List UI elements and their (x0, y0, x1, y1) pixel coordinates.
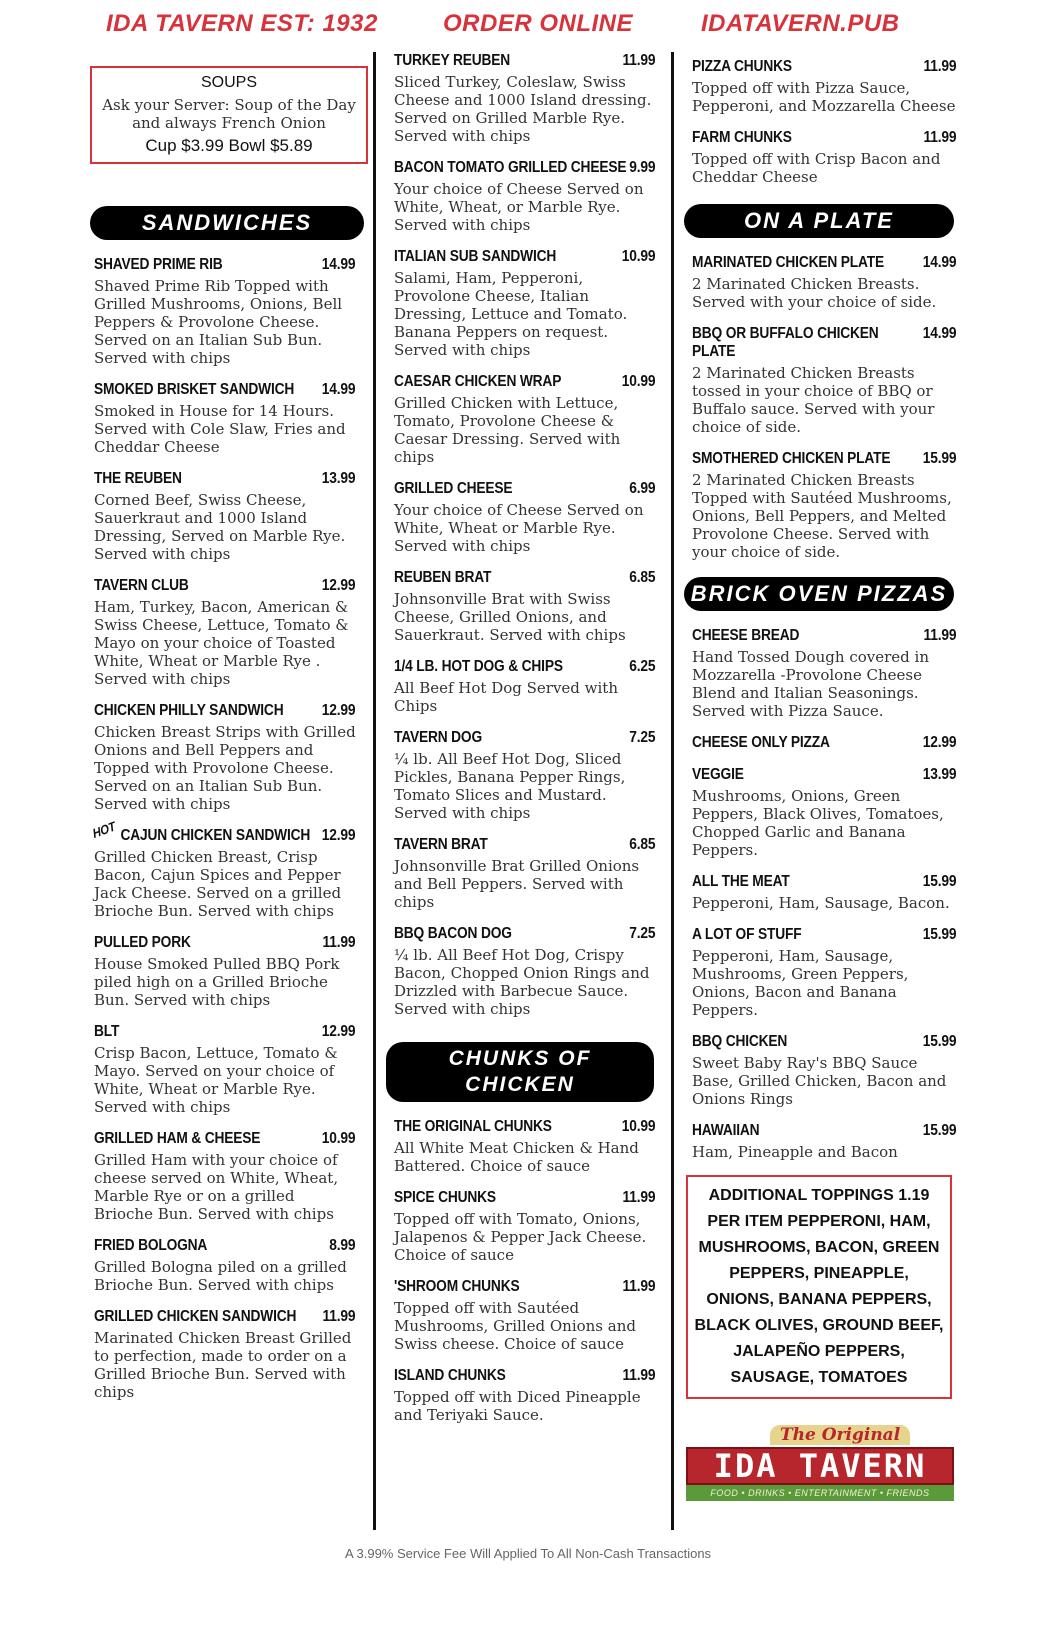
menu-item-description: Salami, Ham, Pepperoni, Provolone Cheese, Italian Dressing, Lettuce and Tomato. Banana Peppers on request. Served with chips (394, 269, 628, 359)
menu-item-price: 12.99 (321, 827, 356, 844)
menu-item-description: 2 Marinated Chicken Breasts. Served with your choice of side. (692, 275, 937, 311)
menu-item-header (692, 1122, 956, 1140)
menu-item-description: Chicken Breast Strips with Grilled Onions and Bell Peppers and Topped with Provolone Cheese. Served on an Italian Sub Bun. Served with chips (94, 723, 356, 813)
menu-item-name-wrap (94, 934, 191, 952)
menu-item-name: ITALIAN SUB SANDWICH (394, 248, 557, 265)
menu-item-name: FRIED BOLOGNA (94, 1237, 208, 1254)
menu-item-header (692, 450, 956, 468)
menu-item-header (692, 766, 956, 784)
menu-item-name-wrap (94, 1308, 296, 1326)
menu-item-name: SPICE CHUNKS (394, 1189, 496, 1206)
menu-item (94, 577, 356, 688)
soups-price: Cup $3.99 Bowl $5.89 (145, 136, 313, 155)
menu-item-description: ¼ lb. All Beef Hot Dog, Sliced Pickles, Banana Pepper Rings, Tomato Slices and Mustard. Served with chips (394, 750, 626, 822)
menu-item-description: Crisp Bacon, Lettuce, Tomato & Mayo. Served on your choice of White, Wheat or Marble Rye. Served with chips (94, 1044, 338, 1116)
menu-item-header (394, 52, 655, 70)
menu-item-header (394, 729, 655, 747)
menu-item-name: SMOKED BRISKET SANDWICH (94, 381, 295, 398)
menu-item-name-wrap (394, 836, 488, 854)
menu-item-price: 11.99 (622, 1278, 656, 1295)
menu-item-header (94, 1237, 355, 1255)
menu-item-description: Ham, Pineapple and Bacon (692, 1143, 898, 1161)
menu-item-name: GRILLED CHEESE (394, 480, 513, 497)
plate-list (692, 254, 957, 561)
menu-item (94, 381, 356, 456)
menu-item (692, 873, 957, 912)
menu-item-price: 6.85 (629, 836, 656, 853)
menu-item-description: Your choice of Cheese Served on White, Wheat, or Marble Rye. Served with chips (394, 180, 644, 234)
menu-item-name-wrap (94, 1130, 260, 1148)
menu-item-name: BBQ OR BUFFALO CHICKEN PLATE (692, 325, 879, 360)
logo-tagline: FOOD • DRINKS • ENTERTAINMENT • FRIENDS (686, 1485, 954, 1501)
menu-item-name-wrap (692, 734, 830, 752)
menu-item-name-wrap (90, 818, 311, 845)
menu-item-price: 15.99 (922, 1033, 957, 1050)
menu-item-header (394, 1278, 655, 1296)
menu-item-name-wrap (692, 627, 799, 645)
menu-item-header (394, 1189, 655, 1207)
menu-item-price: 14.99 (922, 325, 957, 342)
column-divider-2 (671, 52, 674, 1530)
menu-item-description: Grilled Bologna piled on a grilled Brioche Bun. Served with chips (94, 1258, 347, 1294)
menu-item-header (692, 734, 956, 752)
menu-item (94, 1308, 356, 1401)
menu-item (692, 325, 957, 436)
menu-item-description: Johnsonville Brat with Swiss Cheese, Grilled Onions, and Sauerkraut. Served with chips (394, 590, 626, 644)
menu-item-description: ¼ lb. All Beef Hot Dog, Crispy Bacon, Chopped Onion Rings and Drizzled with Barbecue Sauce. Served with chips (394, 946, 650, 1018)
menu-item (692, 766, 957, 859)
menu-item-header (94, 470, 355, 488)
menu-item-name: SHAVED PRIME RIB (94, 256, 223, 273)
menu-item-header (692, 254, 956, 272)
menu-item-name-wrap (394, 480, 512, 498)
chunks-list (394, 1118, 656, 1424)
menu-item-description: Ham, Turkey, Bacon, American & Swiss Cheese, Lettuce, Tomato & Mayo on your choice of Toasted White, Wheat or Marble Rye . Served with chips (94, 598, 349, 688)
menu-item (394, 836, 656, 911)
service-fee-notice: A 3.99% Service Fee Will Applied To All Non-Cash Transactions (344, 1546, 712, 1561)
menu-item-name: CHICKEN PHILLY SANDWICH (94, 702, 284, 719)
menu-item-price: 12.99 (321, 577, 356, 594)
menu-item-price: 14.99 (321, 381, 356, 398)
menu-item-price: 11.99 (923, 58, 957, 75)
menu-item (90, 818, 356, 920)
menu-item-header (394, 1118, 655, 1136)
menu-item-header (692, 58, 956, 76)
menu-item (394, 1189, 656, 1264)
menu-item-name-wrap (692, 926, 801, 944)
menu-item-name: 'SHROOM CHUNKS (394, 1278, 520, 1295)
menu-item-name-wrap (692, 766, 744, 784)
menu-item-price: 11.99 (923, 627, 957, 644)
menu-item-name: BBQ BACON DOG (394, 925, 512, 942)
menu-item-header (394, 925, 655, 943)
menu-item (394, 248, 656, 359)
sandwich-list-continued (394, 52, 656, 1018)
menu-item (94, 256, 356, 367)
menu-item-name-wrap (94, 577, 189, 595)
menu-item-price: 14.99 (321, 256, 356, 273)
menu-item-price: 14.99 (922, 254, 957, 271)
menu-item (692, 1122, 957, 1161)
menu-item-name: CHEESE BREAD (692, 627, 800, 644)
menu-column-2 (394, 52, 656, 1438)
menu-item (394, 658, 656, 715)
menu-item-description: 2 Marinated Chicken Breasts tossed in your choice of BBQ or Buffalo sauce. Served with your choice of side. (692, 364, 935, 436)
sandwich-list (90, 256, 356, 1401)
menu-item-name-wrap (394, 569, 491, 587)
order-online-link[interactable]: ORDER ONLINE (443, 10, 634, 37)
menu-item (692, 734, 957, 752)
menu-item-name: TAVERN BRAT (394, 836, 488, 853)
menu-item-name: VEGGIE (692, 766, 744, 783)
menu-item-price: 8.99 (329, 1237, 356, 1254)
menu-item-header (692, 1033, 956, 1051)
menu-item-price: 11.99 (322, 1308, 356, 1325)
soups-title: SOUPS (200, 74, 257, 91)
menu-item-price: 15.99 (922, 926, 957, 943)
menu-item-description: Topped off with Sautéed Mushrooms, Grilled Onions and Swiss cheese. Choice of sauce (394, 1299, 636, 1353)
menu-item (394, 480, 656, 555)
menu-item-description: Grilled Chicken Breast, Crisp Bacon, Cajun Spices and Pepper Jack Cheese. Served on a grilled Brioche Bun. Served with chips (94, 848, 342, 920)
menu-item-header (692, 926, 956, 944)
menu-item-header (692, 627, 956, 645)
menu-item-price: 11.99 (622, 1367, 656, 1384)
menu-item (94, 1237, 356, 1294)
menu-item-name-wrap (692, 1122, 759, 1140)
menu-item (394, 373, 656, 466)
menu-item (394, 1118, 656, 1175)
menu-item-name: FARM CHUNKS (692, 129, 792, 146)
menu-item-header (94, 934, 355, 952)
menu-item-name: REUBEN BRAT (394, 569, 492, 586)
menu-item (394, 569, 656, 644)
soups-box (90, 66, 368, 164)
menu-item (394, 1278, 656, 1353)
menu-item-name-wrap (394, 1118, 552, 1136)
menu-item-price: 10.99 (621, 248, 656, 265)
menu-column-1 (90, 52, 356, 1415)
pizza-list (692, 627, 957, 1161)
menu-item (94, 1130, 356, 1223)
on-a-plate-banner: ON A PLATE (684, 204, 954, 238)
menu-item (394, 1367, 656, 1424)
menu-item-name-wrap (394, 925, 512, 943)
menu-item-description: Your choice of Cheese Served on White, Wheat or Marble Rye. Served with chips (394, 501, 644, 555)
menu-item-header (394, 159, 655, 177)
menu-item-name-wrap (692, 129, 792, 147)
menu-item-name-wrap (94, 702, 283, 720)
menu-item-name-wrap (394, 658, 563, 676)
menu-item-name: PIZZA CHUNKS (692, 58, 792, 75)
menu-item-name-wrap (394, 729, 482, 747)
menu-item-name-wrap (692, 325, 923, 361)
menu-item (692, 926, 957, 1019)
menu-item-header (94, 256, 355, 274)
menu-item-description: Johnsonville Brat Grilled Onions and Bell Peppers. Served with chips (394, 857, 640, 911)
menu-item-header (394, 248, 655, 266)
menu-item-name: THE ORIGINAL CHUNKS (394, 1118, 552, 1135)
menu-item-price: 6.85 (629, 569, 656, 586)
menu-item-price: 11.99 (923, 129, 957, 146)
menu-item-name-wrap (394, 159, 626, 177)
menu-item-price: 10.99 (621, 1118, 656, 1135)
menu-item-name: ISLAND CHUNKS (394, 1367, 506, 1384)
menu-item-price: 6.25 (629, 658, 656, 675)
menu-item-header (94, 1130, 355, 1148)
menu-item-name-wrap (394, 1278, 519, 1296)
menu-item-name: CAJUN CHICKEN SANDWICH (120, 827, 311, 844)
menu-item-description: Corned Beef, Swiss Cheese, Sauerkraut and 1000 Island Dressing, Served on Marble Rye. Served with chips (94, 491, 346, 563)
menu-item-name: BBQ CHICKEN (692, 1033, 788, 1050)
menu-item (94, 934, 356, 1009)
menu-item-name: 1/4 LB. HOT DOG & CHIPS (394, 658, 563, 675)
menu-item (692, 254, 957, 311)
menu-item-name: TURKEY REUBEN (394, 52, 511, 69)
menu-item-description: Grilled Chicken with Lettuce, Tomato, Provolone Cheese & Caesar Dressing. Served with chips (394, 394, 621, 466)
logo-name-text: IDA TAVERN (686, 1447, 954, 1485)
menu-item-price: 11.99 (322, 934, 356, 951)
menu-item-description: Grilled Ham with your choice of cheese served on White, Wheat, Marble Rye or on a grilled Brioche Bun. Served with chips (94, 1151, 339, 1223)
menu-item-price: 12.99 (922, 734, 957, 751)
menu-item (692, 450, 957, 561)
hot-spicy-tag: HOT (90, 818, 117, 842)
menu-item-description: Marinated Chicken Breast Grilled to perfection, made to order on a Grilled Brioche Bun. Served with chips (94, 1329, 352, 1401)
menu-item-header (94, 1023, 355, 1041)
menu-item-description: Topped off with Tomato, Onions, Jalapenos & Pepper Jack Cheese. Choice of sauce (394, 1210, 647, 1264)
menu-item-price: 11.99 (622, 52, 656, 69)
menu-item-header (94, 381, 355, 399)
menu-item-description: Topped off with Crisp Bacon and Cheddar Cheese (692, 150, 941, 186)
column-divider-1 (373, 52, 376, 1530)
menu-item (394, 729, 656, 822)
menu-item-name-wrap (94, 381, 294, 399)
sandwiches-banner: SANDWICHES (90, 206, 364, 240)
menu-item-name: MARINATED CHICKEN PLATE (692, 254, 884, 271)
logo-original-text: The Original (770, 1425, 910, 1445)
menu-item-header (394, 373, 655, 391)
menu-item-description: Sweet Baby Ray's BBQ Sauce Base, Grilled Chicken, Bacon and Onions Rings (692, 1054, 947, 1108)
menu-item-price: 10.99 (321, 1130, 356, 1147)
chunks-of-chicken-banner: CHUNKS OF CHICKEN (386, 1042, 654, 1102)
menu-item-name-wrap (692, 1033, 787, 1051)
menu-column-3 (692, 52, 957, 1505)
menu-item-name: TAVERN CLUB (94, 577, 189, 594)
menu-item-header (394, 658, 655, 676)
menu-item (94, 470, 356, 563)
menu-item-name-wrap (394, 1189, 496, 1207)
menu-item-header (94, 577, 355, 595)
menu-item-price: 12.99 (321, 702, 356, 719)
menu-item-header (692, 873, 956, 891)
additional-toppings-box: ADDITIONAL TOPPINGS 1.19 PER ITEM PEPPERONI, HAM, MUSHROOMS, BACON, GREEN PEPPERS, PINEAPPLE, ONIONS, BANANA PEPPERS, BLACK OLIVES, GROUND BEEF, JALAPEÑO PEPPERS, SAUSAGE, TOMATOES (686, 1175, 952, 1399)
menu-item-header (94, 1308, 355, 1326)
menu-item-name: ALL THE MEAT (692, 873, 790, 890)
menu-item-price: 11.99 (622, 1189, 656, 1206)
menu-item (692, 129, 957, 186)
menu-item-name-wrap (94, 1023, 119, 1041)
menu-item-price: 15.99 (922, 450, 957, 467)
menu-item-name: TAVERN DOG (394, 729, 482, 746)
menu-item-name-wrap (394, 1367, 506, 1385)
menu-item-price: 6.99 (629, 480, 656, 497)
menu-item-header (394, 569, 655, 587)
menu-item-name-wrap (394, 52, 510, 70)
menu-item-description: Sliced Turkey, Coleslaw, Swiss Cheese and 1000 Island dressing. Served on Grilled Marble Rye. Served with chips (394, 73, 652, 145)
menu-item-price: 10.99 (621, 373, 656, 390)
menu-item-header (394, 1367, 655, 1385)
menu-item (94, 1023, 356, 1116)
menu-item-header (394, 480, 655, 498)
menu-item (692, 1033, 957, 1108)
menu-item-description: Hand Tossed Dough covered in Mozzarella -Provolone Cheese Blend and Italian Seasonings. Served with Pizza Sauce. (692, 648, 929, 720)
menu-item-description: House Smoked Pulled BBQ Pork piled high on a Grilled Brioche Bun. Served with chips (94, 955, 340, 1009)
menu-item-header (90, 818, 356, 845)
menu-item-name-wrap (692, 450, 890, 468)
menu-item (692, 58, 957, 115)
menu-item-description: Topped off with Pizza Sauce, Pepperoni, and Mozzarella Cheese (692, 79, 956, 115)
menu-item-name: THE REUBEN (94, 470, 182, 487)
menu-item-price: 13.99 (321, 470, 356, 487)
menu-item-price: 15.99 (922, 873, 957, 890)
menu-item-description: Pepperoni, Ham, Sausage, Bacon. (692, 894, 950, 912)
menu-item (394, 52, 656, 145)
menu-item-name: A LOT OF STUFF (692, 926, 802, 943)
website-link[interactable]: IDATAVERN.PUB (701, 10, 900, 37)
menu-item-price: 15.99 (922, 1122, 957, 1139)
menu-item (692, 627, 957, 720)
menu-item-name: SMOTHERED CHICKEN PLATE (692, 450, 891, 467)
menu-item-name-wrap (94, 256, 223, 274)
menu-item-price: 13.99 (922, 766, 957, 783)
soups-description: Ask your Server: Soup of the Day and always French Onion (102, 96, 356, 132)
menu-item-header (94, 702, 355, 720)
menu-item-header (692, 325, 956, 361)
menu-item-name-wrap (692, 58, 792, 76)
brick-oven-pizzas-banner: BRICK OVEN PIZZAS (684, 577, 954, 611)
menu-item (94, 702, 356, 813)
menu-item (394, 159, 656, 234)
menu-item-description: Topped off with Diced Pineapple and Teriyaki Sauce. (394, 1388, 641, 1424)
menu-item-description: All Beef Hot Dog Served with Chips (394, 679, 618, 715)
menu-item-name: HAWAIIAN (692, 1122, 760, 1139)
menu-item (394, 925, 656, 1018)
ida-tavern-logo (686, 1425, 954, 1505)
menu-item-description: Smoked in House for 14 Hours. Served with Cole Slaw, Fries and Cheddar Cheese (94, 402, 346, 456)
menu-item-description: All White Meat Chicken & Hand Battered. Choice of sauce (394, 1139, 639, 1175)
menu-item-description: 2 Marinated Chicken Breasts Topped with Sautéed Mushrooms, Onions, Bell Peppers, and Melted Provolone Cheese. Served with your choice of side. (692, 471, 952, 561)
menu-item-description: Pepperoni, Ham, Sausage, Mushrooms, Green Peppers, Onions, Bacon and Banana Peppers. (692, 947, 909, 1019)
menu-item-name-wrap (394, 373, 561, 391)
menu-item-name-wrap (692, 254, 884, 272)
menu-item-description: Shaved Prime Rib Topped with Grilled Mushrooms, Onions, Bell Peppers & Provolone Cheese. Served on an Italian Sub Bun. Served with chips (94, 277, 343, 367)
menu-item-price: 7.25 (629, 729, 656, 746)
menu-item-price: 12.99 (321, 1023, 356, 1040)
menu-item-name: GRILLED HAM & CHEESE (94, 1130, 261, 1147)
menu-item-name: PULLED PORK (94, 934, 191, 951)
menu-item-price: 9.99 (629, 159, 656, 176)
menu-item-header (692, 129, 956, 147)
menu-item-name-wrap (692, 873, 790, 891)
menu-item-name-wrap (94, 1237, 207, 1255)
chunks-list-continued (692, 58, 957, 186)
menu-item-header (394, 836, 655, 854)
restaurant-established-title: IDA TAVERN EST: 1932 (106, 10, 378, 37)
menu-item-price: 7.25 (629, 925, 656, 942)
menu-item-name-wrap (394, 248, 556, 266)
menu-item-name: CAESAR CHICKEN WRAP (394, 373, 562, 390)
menu-item-description: Mushrooms, Onions, Green Peppers, Black Olives, Tomatoes, Chopped Garlic and Banana Peppers. (692, 787, 944, 859)
menu-item-name: GRILLED CHICKEN SANDWICH (94, 1308, 297, 1325)
menu-item-name: BACON TOMATO GRILLED CHEESE (394, 159, 627, 176)
menu-item-name-wrap (94, 470, 182, 488)
menu-item-name: BLT (94, 1023, 120, 1040)
menu-item-name: CHEESE ONLY PIZZA (692, 734, 830, 751)
